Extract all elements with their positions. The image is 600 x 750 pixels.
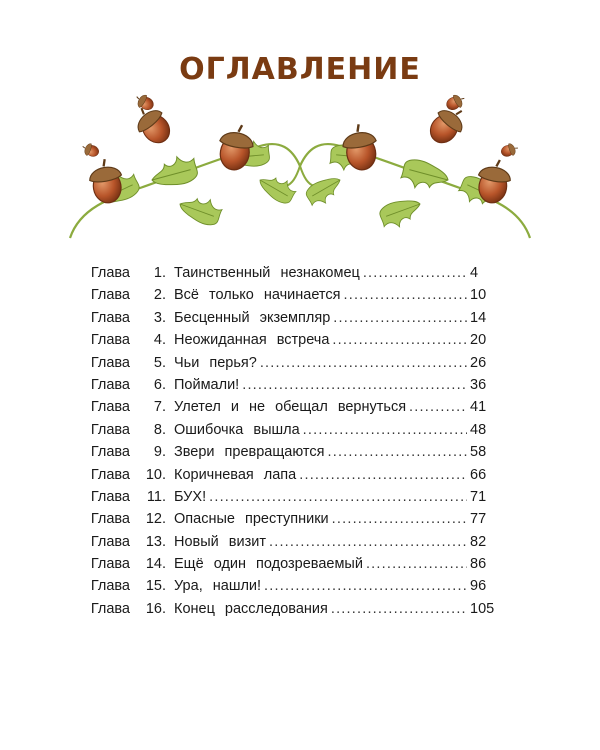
chapter-page-number: 10 bbox=[470, 287, 487, 304]
chapter-number: 8. bbox=[153, 421, 166, 438]
dot-leader bbox=[328, 441, 468, 463]
toc-row[interactable] bbox=[86, 464, 496, 486]
dot-leader bbox=[332, 508, 467, 530]
toc-row[interactable] bbox=[86, 598, 496, 620]
chapter-label: Глава bbox=[90, 444, 130, 461]
toc-row[interactable] bbox=[86, 553, 496, 575]
chapter-title: Бесценный экземпляр bbox=[174, 309, 331, 326]
chapter-label: Глава bbox=[90, 354, 130, 371]
chapter-label: Глава bbox=[90, 578, 130, 595]
dot-leader bbox=[344, 284, 468, 306]
chapter-title: Поймали! bbox=[174, 376, 240, 393]
chapter-title: Ура, нашли! bbox=[174, 578, 262, 595]
chapter-page-number: 96 bbox=[470, 578, 487, 595]
chapter-label: Глава bbox=[90, 488, 130, 505]
chapter-number: 7. bbox=[153, 399, 166, 416]
chapter-label: Глава bbox=[90, 399, 130, 416]
chapter-page-number: 86 bbox=[470, 556, 487, 573]
chapter-entry bbox=[174, 284, 496, 306]
chapter-page-number: 58 bbox=[470, 444, 487, 461]
dot-leader bbox=[303, 419, 467, 441]
chapter-entry bbox=[174, 486, 496, 508]
chapter-title: Улетел и не обещал вернуться bbox=[174, 399, 407, 416]
chapter-number: 11. bbox=[146, 488, 166, 505]
chapter-title: Новый визит bbox=[174, 533, 266, 550]
chapter-page-number: 26 bbox=[470, 354, 487, 371]
chapter-page-number: 36 bbox=[470, 376, 487, 393]
toc-row[interactable] bbox=[86, 262, 496, 284]
chapter-page-number: 20 bbox=[470, 332, 487, 349]
chapter-number: 15. bbox=[145, 578, 166, 595]
toc-row[interactable] bbox=[86, 396, 496, 418]
chapter-number: 5. bbox=[153, 354, 166, 371]
chapter-entry bbox=[174, 464, 496, 486]
page-title: ОГЛАВЛЕНИЕ bbox=[179, 52, 421, 87]
chapter-number: 16. bbox=[145, 600, 166, 617]
chapter-page-number: 41 bbox=[470, 399, 487, 416]
dot-leader bbox=[299, 464, 467, 486]
chapter-label: Глава bbox=[90, 287, 130, 304]
chapter-label: Глава bbox=[90, 511, 130, 528]
chapter-page-number: 71 bbox=[470, 488, 487, 505]
chapter-label: Глава bbox=[90, 265, 130, 281]
chapter-page-number: 66 bbox=[470, 466, 487, 483]
chapter-number: 10. bbox=[145, 466, 166, 483]
chapter-title: Таинственный незнакомец bbox=[174, 265, 360, 281]
oak-acorn-garland-icon bbox=[60, 88, 540, 248]
chapter-page-number: 48 bbox=[470, 421, 487, 438]
chapter-page-number: 105 bbox=[470, 600, 495, 617]
chapter-number: 6. bbox=[153, 376, 166, 393]
dot-leader bbox=[363, 262, 467, 284]
dot-leader bbox=[260, 352, 467, 374]
toc-row[interactable] bbox=[86, 508, 496, 530]
chapter-label: Глава bbox=[90, 376, 130, 393]
toc-row[interactable] bbox=[86, 307, 496, 329]
chapter-number: 2. bbox=[153, 287, 166, 304]
chapter-number: 9. bbox=[153, 444, 166, 461]
dot-leader bbox=[331, 598, 467, 620]
dot-leader bbox=[242, 374, 467, 396]
chapter-entry bbox=[174, 598, 496, 620]
dot-leader bbox=[366, 553, 467, 575]
chapter-entry bbox=[174, 329, 496, 351]
chapter-label: Глава bbox=[90, 600, 130, 617]
chapter-title: Ещё один подозреваемый bbox=[174, 556, 363, 573]
chapter-number: 1. bbox=[153, 265, 166, 281]
dot-leader bbox=[332, 329, 467, 351]
chapter-entry bbox=[174, 419, 496, 441]
chapter-title: Опасные преступники bbox=[174, 511, 329, 528]
chapter-label: Глава bbox=[90, 466, 130, 483]
toc-row[interactable] bbox=[86, 486, 496, 508]
toc-row[interactable] bbox=[86, 441, 496, 463]
toc-row[interactable] bbox=[86, 419, 496, 441]
chapter-title: Коричневая лапа bbox=[174, 466, 297, 483]
chapter-number: 13. bbox=[145, 533, 166, 550]
toc-row[interactable] bbox=[86, 284, 496, 306]
dot-leader bbox=[269, 531, 467, 553]
table-of-contents bbox=[86, 262, 496, 620]
chapter-title: Неожиданная встреча bbox=[174, 332, 330, 349]
toc-row[interactable] bbox=[86, 575, 496, 597]
chapter-entry bbox=[174, 374, 496, 396]
chapter-title: Ошибочка вышла bbox=[174, 421, 300, 438]
chapter-entry bbox=[174, 307, 496, 329]
dot-leader bbox=[333, 307, 467, 329]
chapter-page-number: 77 bbox=[470, 511, 487, 528]
chapter-title: Чьи перья? bbox=[174, 354, 257, 371]
chapter-entry bbox=[174, 441, 496, 463]
chapter-title: Звери превращаются bbox=[174, 444, 325, 461]
dot-leader bbox=[264, 575, 467, 597]
chapter-entry bbox=[174, 396, 496, 418]
chapter-number: 4. bbox=[153, 332, 166, 349]
chapter-number: 3. bbox=[153, 309, 166, 326]
chapter-title: Всё только начинается bbox=[174, 287, 341, 304]
chapter-label: Глава bbox=[90, 309, 130, 326]
chapter-entry bbox=[174, 508, 496, 530]
toc-row[interactable] bbox=[86, 352, 496, 374]
chapter-entry bbox=[174, 575, 496, 597]
dot-leader bbox=[409, 396, 467, 418]
toc-row[interactable] bbox=[86, 531, 496, 553]
chapter-page-number: 82 bbox=[470, 533, 487, 550]
chapter-title: БУХ! bbox=[174, 488, 207, 505]
toc-row[interactable] bbox=[86, 374, 496, 396]
chapter-label: Глава bbox=[90, 556, 130, 573]
toc-row[interactable] bbox=[86, 329, 496, 351]
chapter-label: Глава bbox=[90, 533, 130, 550]
chapter-entry bbox=[174, 531, 496, 553]
chapter-page-number: 14 bbox=[470, 309, 487, 326]
chapter-label: Глава bbox=[90, 332, 130, 349]
chapter-entry bbox=[174, 352, 496, 374]
chapter-entry bbox=[174, 262, 496, 284]
chapter-entry bbox=[174, 553, 496, 575]
chapter-page-number: 4 bbox=[470, 265, 479, 281]
dot-leader bbox=[209, 486, 467, 508]
chapter-number: 14. bbox=[145, 556, 166, 573]
chapter-number: 12. bbox=[145, 511, 166, 528]
chapter-title: Конец расследования bbox=[174, 600, 328, 617]
chapter-label: Глава bbox=[90, 421, 130, 438]
